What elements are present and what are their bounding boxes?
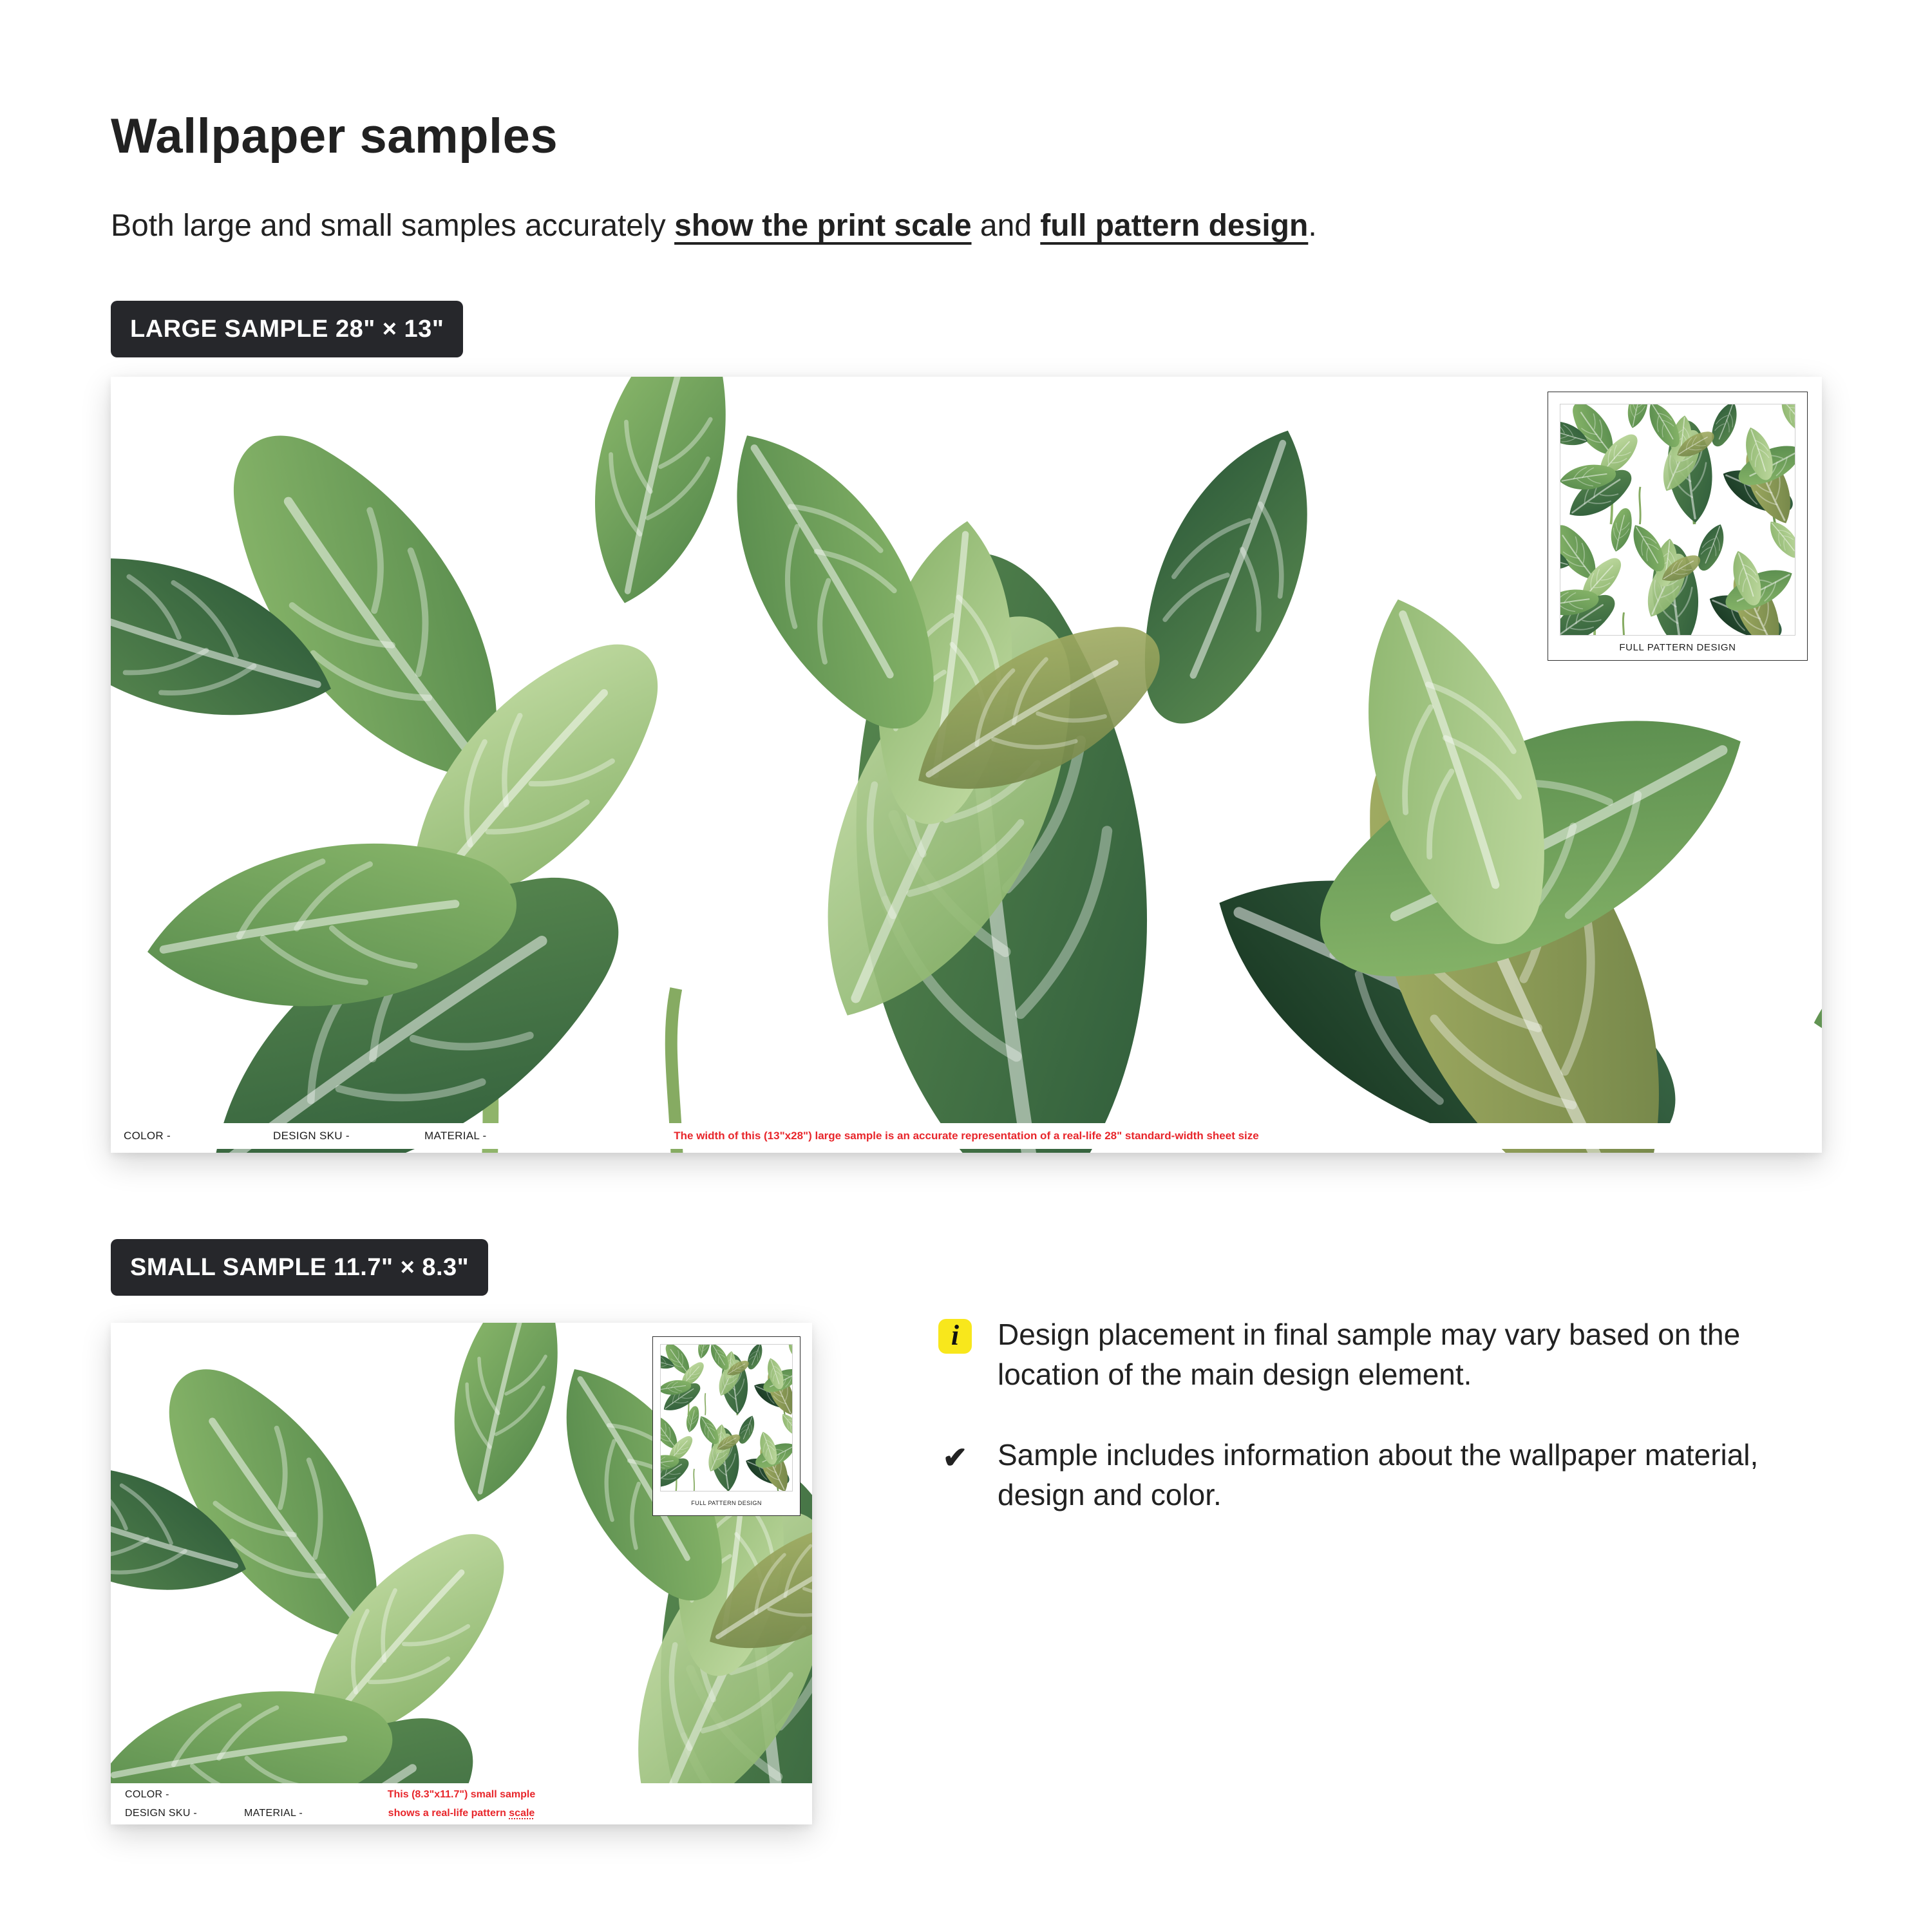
size-note-scale-word: scale: [509, 1808, 535, 1819]
check-note-text: Sample includes information about the wallpaper material, design and color.: [998, 1438, 1759, 1511]
inset-caption: FULL PATTERN DESIGN: [691, 1500, 762, 1506]
check-note: [938, 1439, 1827, 1515]
sku-label: DESIGN SKU -: [273, 1130, 350, 1142]
full-pattern-thumbnail: [660, 1344, 793, 1492]
small-sample-badge: SMALL SAMPLE 11.7" × 8.3": [111, 1239, 488, 1296]
small-sample-info-strip: [111, 1783, 812, 1824]
size-note-line2: [111, 1804, 812, 1823]
full-pattern-thumbnail: [1560, 404, 1795, 636]
subtitle-text-mid: and: [971, 209, 1041, 243]
large-sample-info-strip: [111, 1123, 1822, 1149]
full-pattern-inset-small: [652, 1336, 800, 1516]
color-label: COLOR -: [124, 1130, 171, 1142]
material-label: MATERIAL -: [424, 1130, 487, 1142]
full-pattern-inset-large: [1548, 392, 1808, 661]
info-note: [938, 1319, 1827, 1394]
page-title: Wallpaper samples: [111, 109, 558, 164]
info-icon: i: [938, 1319, 972, 1354]
large-sample-badge: LARGE SAMPLE 28" × 13": [111, 301, 463, 357]
large-sample-image: [111, 377, 1822, 1153]
size-note-line2-text: shows a real-life pattern: [388, 1808, 509, 1819]
small-sample-image: [111, 1323, 812, 1824]
subtitle-link-print-scale: show the print scale: [674, 209, 972, 243]
subtitle: [111, 207, 1932, 245]
inset-caption: FULL PATTERN DESIGN: [1619, 642, 1736, 653]
size-note: The width of this (13"x28") large sample is an accurate representation of a real-life 28" standard-width sheet size: [674, 1130, 1259, 1142]
info-note-text: Design placement in final sample may vary based on the location of the main design element.: [998, 1318, 1741, 1391]
notes-column: [938, 1319, 1827, 1515]
strip-row-1: [111, 1785, 812, 1804]
color-label: COLOR -: [125, 1789, 169, 1800]
subtitle-link-pattern-design: full pattern design: [1040, 209, 1309, 243]
sku-label: DESIGN SKU -: [125, 1808, 198, 1819]
strip-row-2: [111, 1804, 812, 1823]
subtitle-text-pre: Both large and small samples accurately: [111, 209, 675, 243]
check-icon: ✔: [942, 1441, 968, 1474]
small-sample-row: [111, 1318, 1932, 1824]
size-note-line1: This (8.3"x11.7") small sample: [387, 1789, 536, 1800]
material-label: MATERIAL -: [244, 1808, 303, 1819]
subtitle-text-post: .: [1308, 209, 1317, 243]
